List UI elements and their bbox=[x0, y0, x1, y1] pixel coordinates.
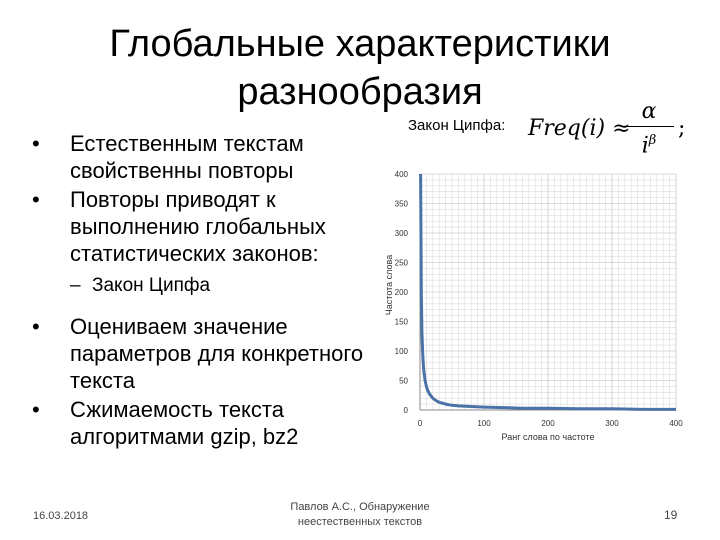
y-tick-label: 100 bbox=[394, 347, 408, 356]
bullet-marker: • bbox=[32, 131, 40, 156]
bullet-item bbox=[28, 186, 378, 267]
x-tick-label: 0 bbox=[417, 419, 423, 428]
y-axis-label: Частота слова bbox=[384, 254, 394, 316]
y-tick-label: 400 bbox=[394, 170, 408, 179]
y-tick-labels bbox=[395, 170, 409, 415]
y-tick-label: 50 bbox=[399, 376, 408, 386]
y-tick-label: 150 bbox=[394, 317, 408, 327]
y-tick-label: 200 bbox=[394, 288, 408, 297]
bullet-text: Оцениваем значение параметров для конкретного текста bbox=[70, 314, 364, 393]
bullet-item bbox=[28, 313, 378, 394]
x-tick-labels bbox=[418, 419, 683, 428]
formula-semicolon: ; bbox=[678, 116, 686, 141]
bullet-text: Естественным текстам свойственны повторы bbox=[70, 131, 304, 183]
y-tick-label: 0 bbox=[403, 406, 408, 415]
formula-denominator bbox=[624, 129, 674, 158]
bullet-marker: • bbox=[32, 314, 40, 339]
author-line-1: Павлов А.С., Обнаружение bbox=[290, 501, 430, 513]
slide-title bbox=[60, 20, 660, 116]
formula-numerator: α bbox=[641, 99, 657, 124]
x-tick-label: 300 bbox=[605, 419, 619, 428]
fraction-bar bbox=[624, 126, 674, 127]
bullet-marker: • bbox=[32, 187, 40, 212]
bullet-marker: • bbox=[32, 397, 40, 422]
y-tick-label: 250 bbox=[394, 258, 408, 268]
footer-date: 16.03.2018 bbox=[33, 510, 89, 522]
sub-bullet-marker: – bbox=[70, 275, 81, 296]
footer-author bbox=[275, 500, 445, 530]
x-axis-label: Ранг слова по частоте bbox=[501, 432, 595, 442]
chart-grid bbox=[420, 174, 676, 410]
y-tick-label: 350 bbox=[394, 199, 408, 209]
title-line-1: Глобальные характеристики bbox=[109, 23, 611, 65]
zipf-chart bbox=[376, 160, 696, 450]
bullet-text: Сжимаемость текста алгоритмами gzip, bz2 bbox=[70, 397, 299, 449]
bullet-list bbox=[28, 130, 378, 452]
x-tick-label: 100 bbox=[477, 419, 491, 428]
bullet-item bbox=[28, 396, 378, 450]
formula-exponent: β bbox=[648, 133, 657, 148]
formula-lhs: Freq(i) ≈ bbox=[528, 116, 631, 141]
bullet-text: Повторы приводят к выполнению глобальных статистических законов: bbox=[70, 187, 326, 266]
sub-bullet-item bbox=[28, 273, 378, 299]
x-tick-label: 200 bbox=[541, 419, 555, 428]
bullet-item bbox=[28, 130, 378, 184]
formula-base: i bbox=[641, 133, 649, 159]
zipf-caption: Закон Ципфа: bbox=[408, 117, 506, 134]
x-tick-label: 400 bbox=[669, 419, 683, 428]
sub-bullet-text: Закон Ципфа bbox=[92, 275, 211, 296]
title-line-2: разнообразия bbox=[237, 71, 483, 113]
formula-fraction bbox=[624, 100, 674, 158]
page-number: 19 bbox=[664, 508, 678, 522]
y-tick-label: 300 bbox=[394, 229, 408, 238]
author-line-2: неестественных текстов bbox=[297, 516, 423, 528]
